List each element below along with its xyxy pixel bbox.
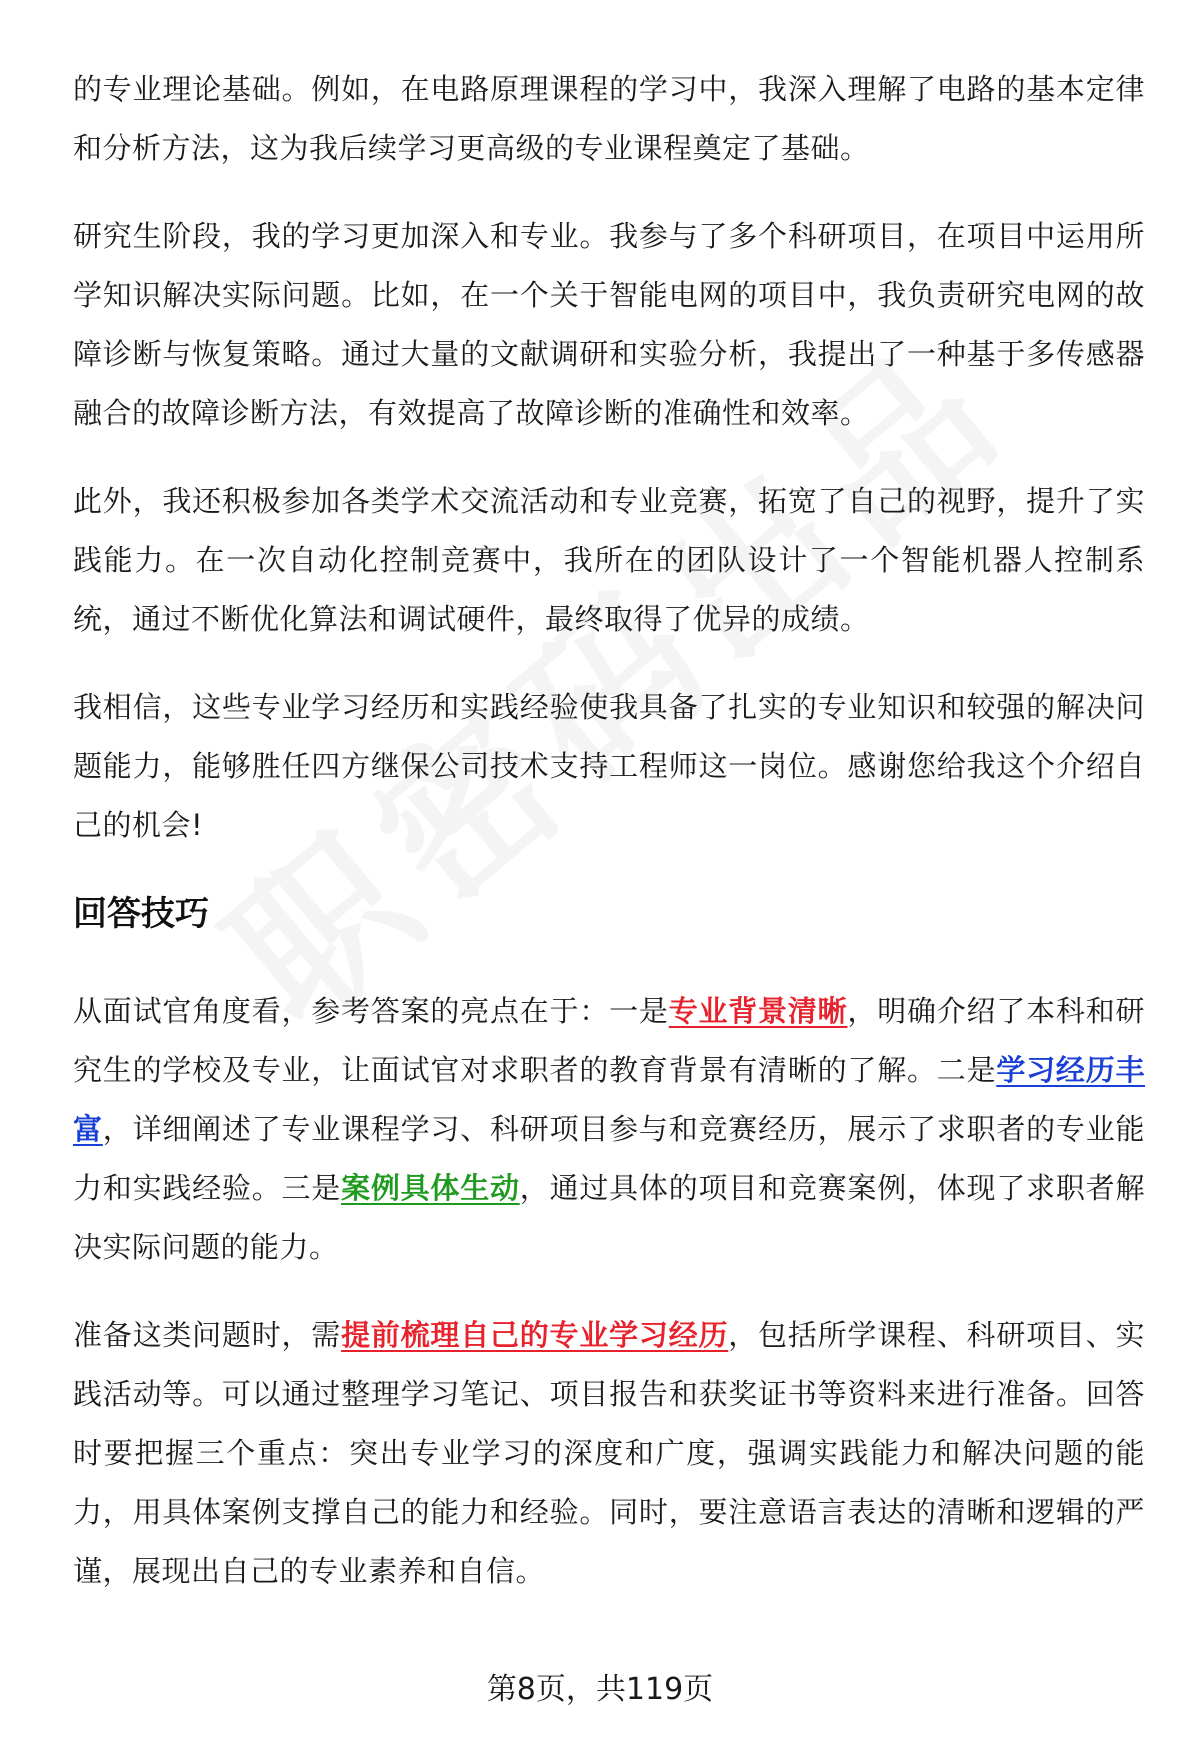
paragraph-2: 研究生阶段，我的学习更加深入和专业。我参与了多个科研项目，在项目中运用所学知识解决实际问题。比如，在一个关于智能电网的项目中，我负责研究电网的故障诊断与恢复策略。通过大量的文献调研和实验分析，我提出了一种基于多传感器融合的故障诊断方法，有效提高了故障诊断的准确性和效率。 [73,219,1145,430]
tips1-text-4: ，通过具体的项目和竞赛案例，体现了求职者解决实际问题的能力。 [73,1171,1145,1264]
tips2-text-1: 准备这类问题时，需 [73,1318,342,1352]
section-heading: 回答技巧 [73,894,209,934]
page-number: 第8页，共119页 [486,1672,714,1707]
paragraph-4: 我相信，这些专业学习经历和实践经验使我具备了扎实的专业知识和较强的解决问题能力，能够胜任四方继保公司技术支持工程师这一岗位。感谢您给我这个介绍自己的机会! [73,690,1145,842]
paragraph-3: 此外，我还积极参加各类学术交流活动和专业竞赛，拓宽了自己的视野，提升了实践能力。在一次自动化控制竞赛中，我所在的团队设计了一个智能机器人控制系统，通过不断优化算法和调试硬件，最终取得了优异的成绩。 [73,484,1145,636]
highlight-professional-background: 专业背景清晰 [668,994,848,1028]
tips-paragraph-2 [73,1306,1145,1601]
highlight-sort-experience: 提前梳理自己的专业学习经历 [341,1318,729,1352]
paragraph-1: 的专业理论基础。例如，在电路原理课程的学习中，我深入理解了电路的基本定律和分析方法，这为我后续学习更高级的专业课程奠定了基础。 [73,72,1145,165]
highlight-concrete-cases: 案例具体生动 [341,1171,520,1205]
tips-paragraph-1 [73,982,1145,1277]
tips2-text-2: ，包括所学课程、科研项目、实践活动等。可以通过整理学习笔记、项目报告和获奖证书等资料来进行准备。回答时要把握三个重点：突出专业学习的深度和广度，强调实践能力和解决问题的能力，用具体案例支撑自己的能力和经验。同时，要注意语言表达的清晰和逻辑的严谨，展现出自己的专业素养和自信。 [73,1318,1145,1588]
tips1-text-2: ，明确介绍了本科和研究生的学校及专业，让面试官对求职者的教育背景有清晰的了解。二是 [73,994,1145,1087]
document-body [73,60,1145,1630]
highlight-rich-experience: 学习经历丰富 [73,1053,1145,1146]
tips1-text-3: ，详细阐述了专业课程学习、科研项目参与和竞赛经历，展示了求职者的专业能力和实践经验。三是 [73,1112,1145,1205]
tips1-text-1: 从面试官角度看，参考答案的亮点在于：一是 [73,994,669,1028]
